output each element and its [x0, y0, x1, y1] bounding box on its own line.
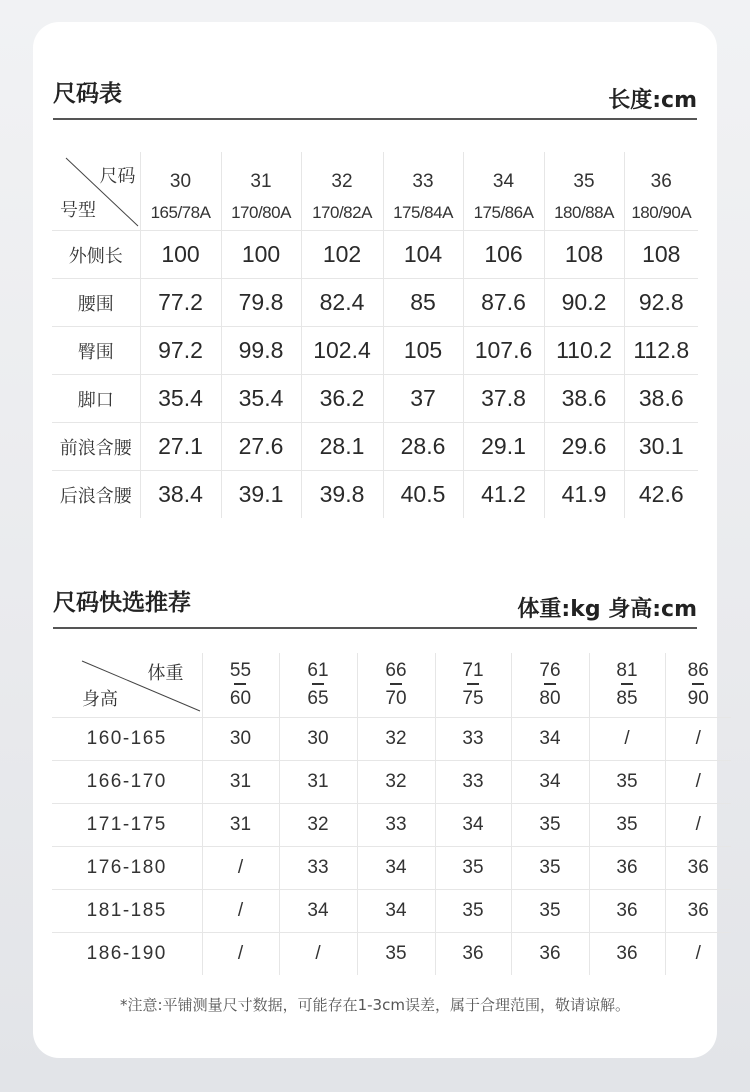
- recommended-size-cell: 32: [279, 804, 357, 847]
- size-number: 32: [331, 171, 353, 192]
- size-body-type: 180/90A: [631, 203, 692, 222]
- table-cell: 90.2: [544, 279, 624, 327]
- weight-column-header: [511, 653, 589, 718]
- table-cell: 108: [544, 231, 624, 279]
- recommended-size-cell: /: [665, 718, 731, 761]
- table-cell: 100: [221, 231, 301, 279]
- recommended-size-cell: 35: [435, 847, 511, 890]
- recommended-size-cell: 35: [589, 761, 665, 804]
- corner-label-height: 身高: [82, 689, 118, 710]
- table-row: [52, 471, 698, 519]
- weight-max: 70: [385, 687, 407, 709]
- table-cell: 39.8: [301, 471, 383, 519]
- table-cell: 92.8: [624, 279, 698, 327]
- table-cell: 37: [383, 375, 463, 423]
- size-body-type: 180/88A: [554, 203, 614, 222]
- recommended-size-cell: 31: [202, 761, 279, 804]
- weight-range: [230, 661, 251, 708]
- weight-min: 86: [687, 660, 709, 682]
- weight-min: 66: [385, 660, 407, 682]
- weight-range: [688, 661, 709, 708]
- table-cell: 104: [383, 231, 463, 279]
- recommended-size-cell: 31: [202, 804, 279, 847]
- recommended-size-cell: 31: [279, 761, 357, 804]
- weight-max: 80: [539, 687, 561, 709]
- table-row: [52, 375, 698, 423]
- corner-label-size: 尺码: [99, 166, 136, 187]
- recommended-size-cell: 36: [589, 847, 665, 890]
- recommended-size-cell: 33: [435, 718, 511, 761]
- table-cell: 27.1: [140, 423, 221, 471]
- weight-range: [385, 661, 406, 708]
- quick-select-table: [52, 653, 731, 975]
- range-bar: [312, 683, 324, 685]
- weight-range: [307, 661, 328, 708]
- table-row: [52, 423, 698, 471]
- recommended-size-cell: 32: [357, 761, 435, 804]
- height-range-label: 160-165: [52, 718, 202, 761]
- size-body-type: 170/80A: [231, 203, 291, 222]
- table-cell: 42.6: [638, 481, 684, 507]
- weight-range: [462, 661, 483, 708]
- size-column-header: [544, 152, 624, 231]
- size-body-type: 165/78A: [150, 203, 211, 222]
- table-cell: 41.2: [463, 471, 544, 519]
- height-range-label: 171-175: [52, 804, 202, 847]
- size-chart-table: [52, 152, 698, 518]
- table-row: [52, 231, 698, 279]
- recommended-size-cell: 36: [589, 933, 665, 976]
- row-label: 腰围: [52, 279, 140, 327]
- weight-min: 76: [539, 660, 561, 682]
- recommended-size-cell: 35: [435, 890, 511, 933]
- size-column-header: [140, 152, 221, 231]
- size-column-header: [624, 152, 698, 231]
- row-label: 臀围: [52, 327, 140, 375]
- recommended-size-cell: /: [665, 761, 731, 804]
- quick-select-unit: 体重:kg 身高:cm: [517, 597, 697, 622]
- recommended-size-cell: 36: [589, 890, 665, 933]
- row-label: 脚口: [52, 375, 140, 423]
- table-cell: 27.6: [221, 423, 301, 471]
- recommended-size-cell: 35: [357, 933, 435, 976]
- table-row: [52, 761, 731, 804]
- table-cell: 38.6: [544, 375, 624, 423]
- weight-min: 61: [307, 660, 329, 682]
- size-corner-cell: [52, 152, 140, 231]
- size-column-header: [221, 152, 301, 231]
- table-cell: 28.1: [301, 423, 383, 471]
- table-cell: 37.8: [463, 375, 544, 423]
- weight-column-header: [435, 653, 511, 718]
- table-cell: 39.1: [221, 471, 301, 519]
- table-cell: 35.4: [140, 375, 221, 423]
- recommended-size-cell: 35: [511, 804, 589, 847]
- weight-min: 71: [462, 660, 484, 682]
- table-cell: 110.2: [544, 327, 624, 375]
- recommended-size-cell: 34: [279, 890, 357, 933]
- size-number: 35: [573, 171, 595, 192]
- size-chart-title: 尺码表: [53, 81, 122, 107]
- table-row: [52, 933, 731, 976]
- weight-range: [539, 661, 560, 708]
- recommended-size-cell: 34: [357, 890, 435, 933]
- table-row: [52, 847, 731, 890]
- table-row: [52, 718, 731, 761]
- table-cell: 107.6: [463, 327, 544, 375]
- recommended-size-cell: 36: [665, 890, 731, 933]
- quick-corner-cell: [52, 653, 202, 718]
- table-cell: 108: [624, 231, 698, 279]
- quick-select-title: 尺码快选推荐: [53, 590, 191, 616]
- size-number: 30: [169, 171, 192, 192]
- table-cell: 77.2: [140, 279, 221, 327]
- recommended-size-cell: 32: [357, 718, 435, 761]
- size-number: 36: [650, 171, 672, 192]
- recommended-size-cell: 34: [511, 718, 589, 761]
- recommended-size-cell: /: [202, 933, 279, 976]
- range-bar: [467, 683, 479, 685]
- table-cell: 38.4: [140, 471, 221, 519]
- recommended-size-cell: /: [665, 804, 731, 847]
- weight-column-header: [279, 653, 357, 718]
- quick-select-header: [53, 587, 697, 629]
- recommended-size-cell: 36: [665, 847, 731, 890]
- row-label: 外侧长: [52, 231, 140, 279]
- corner-label-weight: 体重: [147, 663, 184, 684]
- weight-max: 65: [307, 687, 329, 709]
- corner-label-type: 号型: [60, 200, 96, 221]
- size-column-header: [301, 152, 383, 231]
- recommended-size-cell: /: [202, 890, 279, 933]
- range-bar: [544, 683, 556, 685]
- weight-min: 55: [229, 660, 252, 682]
- table-cell: 41.9: [544, 471, 624, 519]
- table-cell: 36.2: [301, 375, 383, 423]
- weight-column-header: [665, 653, 731, 718]
- height-range-label: 186-190: [52, 933, 202, 976]
- table-cell: 29.6: [544, 423, 624, 471]
- size-body-type: 175/86A: [473, 203, 534, 222]
- size-chart-unit: 长度:cm: [608, 88, 697, 113]
- recommended-size-cell: /: [695, 943, 701, 964]
- table-cell: 38.6: [624, 375, 698, 423]
- size-guide-card: [33, 22, 717, 1058]
- range-bar: [692, 683, 704, 685]
- table-row: [52, 279, 698, 327]
- table-cell: 79.8: [221, 279, 301, 327]
- size-body-type: 170/82A: [312, 203, 372, 222]
- table-row: [52, 804, 731, 847]
- weight-max: 85: [616, 687, 638, 709]
- table-cell: 112.8: [624, 327, 698, 375]
- table-cell: 105: [383, 327, 463, 375]
- table-cell: 97.2: [140, 327, 221, 375]
- weight-column-header: [357, 653, 435, 718]
- table-cell: 100: [140, 231, 221, 279]
- recommended-size-cell: 33: [357, 804, 435, 847]
- table-cell: 99.8: [221, 327, 301, 375]
- row-label: 后浪含腰: [52, 471, 140, 519]
- range-bar: [234, 683, 246, 685]
- recommended-size-cell: 35: [511, 890, 589, 933]
- range-bar: [390, 683, 402, 685]
- recommended-size-cell: 36: [511, 933, 589, 976]
- height-range-label: 176-180: [52, 847, 202, 890]
- measurement-note: *注意:平铺测量尺寸数据，可能存在1-3cm误差，属于合理范围，敬请谅解。: [120, 996, 630, 1014]
- recommended-size-cell: /: [279, 933, 357, 976]
- size-body-type: 175/84A: [393, 203, 453, 222]
- recommended-size-cell: 34: [435, 804, 511, 847]
- weight-column-header: [589, 653, 665, 718]
- recommended-size-cell: /: [589, 718, 665, 761]
- row-label: 前浪含腰: [52, 423, 140, 471]
- recommended-size-cell: 34: [357, 847, 435, 890]
- table-cell: 30.1: [624, 423, 698, 471]
- recommended-size-cell: 33: [279, 847, 357, 890]
- recommended-size-cell: 36: [435, 933, 511, 976]
- table-cell: 106: [463, 231, 544, 279]
- weight-max: 90: [687, 687, 709, 709]
- table-row: [52, 327, 698, 375]
- recommended-size-cell: 35: [511, 847, 589, 890]
- table-cell: 35.4: [221, 375, 301, 423]
- weight-max: 75: [462, 687, 484, 709]
- table-row: [52, 890, 731, 933]
- recommended-size-cell: /: [202, 847, 279, 890]
- weight-max: 60: [229, 687, 252, 709]
- size-header-row: [52, 152, 698, 231]
- size-number: 34: [492, 171, 515, 192]
- table-cell: 29.1: [463, 423, 544, 471]
- weight-column-header: [202, 653, 279, 718]
- recommended-size-cell: 33: [435, 761, 511, 804]
- table-cell: 102: [301, 231, 383, 279]
- recommended-size-cell: 35: [589, 804, 665, 847]
- range-bar: [621, 683, 633, 685]
- weight-min: 81: [616, 660, 638, 682]
- size-column-header: [463, 152, 544, 231]
- recommended-size-cell: 34: [511, 761, 589, 804]
- height-range-label: 181-185: [52, 890, 202, 933]
- table-cell: 87.6: [463, 279, 544, 327]
- size-number: 31: [250, 171, 272, 192]
- table-cell: 85: [383, 279, 463, 327]
- height-range-label: 166-170: [52, 761, 202, 804]
- table-cell: 82.4: [301, 279, 383, 327]
- recommended-size-cell: 30: [279, 718, 357, 761]
- size-number: 33: [412, 171, 434, 192]
- size-chart-header: [53, 78, 697, 120]
- quick-header-row: [52, 653, 731, 718]
- table-cell: 40.5: [383, 471, 463, 519]
- size-column-header: [383, 152, 463, 231]
- table-cell: 102.4: [301, 327, 383, 375]
- weight-range: [616, 661, 637, 708]
- table-cell: 28.6: [383, 423, 463, 471]
- recommended-size-cell: 30: [202, 718, 279, 761]
